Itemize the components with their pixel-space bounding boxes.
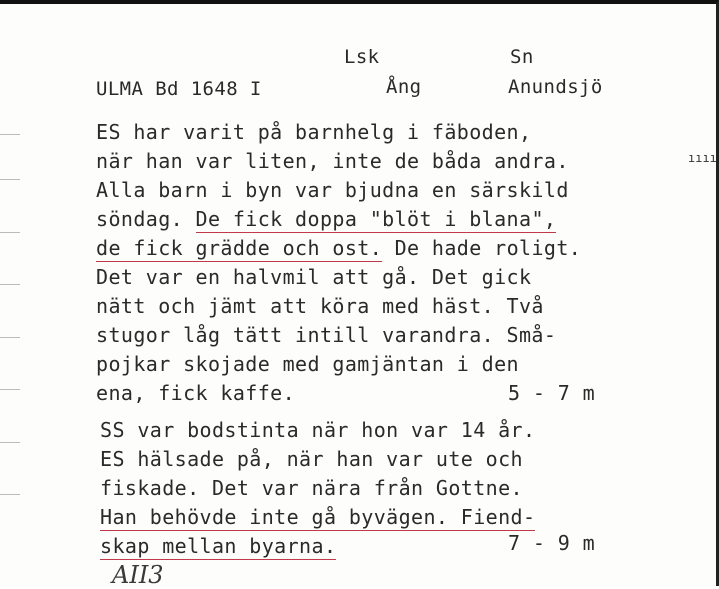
- para2-line-3: fiskade. Det var nära från Gottne.: [100, 476, 523, 500]
- para1-line-4: [96, 207, 556, 231]
- header-lsk-label: Lsk: [344, 46, 380, 68]
- para2-line-2: ES hälsade på, när han var ute och: [100, 447, 523, 471]
- para1-line-2: när han var liten, inte de båda andra.: [96, 149, 569, 173]
- edge-mark: [0, 179, 20, 180]
- para1-reference: 5 - 7 m: [508, 381, 596, 405]
- handwritten-mark: AII3: [112, 561, 164, 589]
- para1-line-9: pojkar skojade med gamjäntan i den: [96, 352, 519, 376]
- para2-line-5: [100, 534, 336, 558]
- para1-line-5-end: De hade roligt.: [382, 236, 582, 260]
- edge-mark: [0, 134, 20, 135]
- para1-line-1: ES har varit på barnhelg i fäboden,: [96, 120, 532, 144]
- underlined-phrase: skap mellan byarna.: [100, 534, 337, 558]
- para1-line-3: Alla barn i byn var bjudna en särskild: [96, 178, 569, 202]
- header-archive-code: ULMA Bd 1648 I: [96, 78, 262, 100]
- header-parish: Anundsjö: [508, 76, 603, 98]
- para1-line-6: Det var en halvmil att gå. Det gick: [96, 265, 532, 289]
- para1-line-4-start: söndag.: [96, 207, 196, 231]
- underlined-phrase: De fick doppa "blöt i blana",: [195, 207, 557, 231]
- edge-mark: [0, 232, 20, 233]
- edge-mark: [0, 442, 20, 443]
- margin-tick-mark: ıııı: [688, 151, 717, 165]
- edge-mark: [0, 389, 20, 390]
- header-sn-label: Sn: [510, 46, 534, 68]
- edge-mark: [0, 494, 20, 495]
- para2-line-1: SS var bodstinta när hon var 14 år.: [100, 418, 536, 442]
- edge-mark: [0, 337, 20, 338]
- para2-reference: 7 - 9 m: [508, 531, 596, 555]
- edge-mark: [0, 284, 20, 285]
- para1-line-8: stugor låg tätt intill varandra. Små-: [96, 323, 557, 347]
- header-region: Ång: [386, 76, 422, 98]
- para2-line-4: [100, 505, 535, 529]
- underlined-phrase: de fick grädde och ost.: [96, 236, 383, 260]
- para1-line-7: nätt och jämt att köra med häst. Två: [96, 294, 544, 318]
- underlined-phrase: Han behövde inte gå byvägen. Fiend-: [100, 505, 536, 529]
- para1-line-10: ena, fick kaffe.: [96, 381, 296, 405]
- para1-line-5: [96, 236, 581, 260]
